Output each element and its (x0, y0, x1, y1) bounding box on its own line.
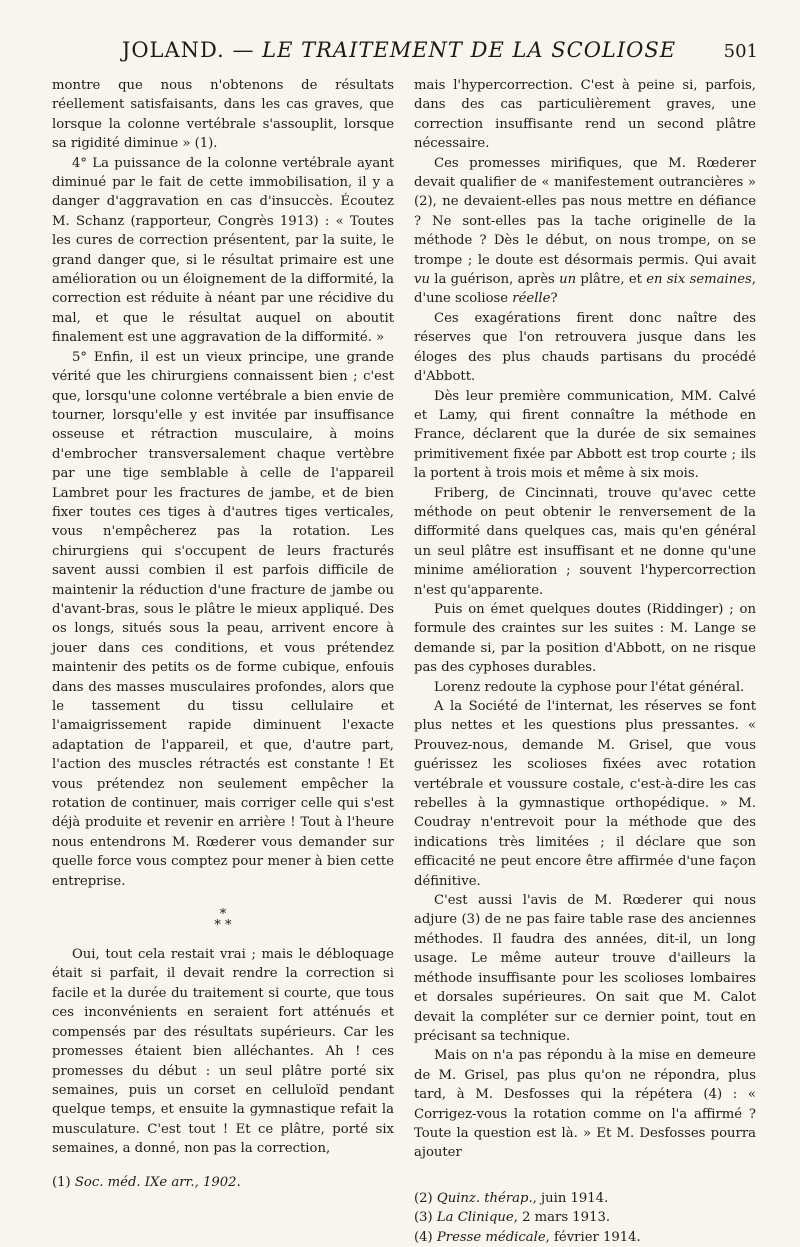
footnote-number: (3) (414, 1210, 433, 1226)
paragraph: Dès leur première communication, MM. Calvé et Lamy, qui firent connaître la méthode en France, déclarent que la durée de six semaines primitivement fixée par Abbott est trop courte ; ils la portent à trois mois et même à six mois. (414, 388, 756, 482)
footnote-source: La Clinique (436, 1210, 514, 1226)
asterism-top: * (219, 907, 227, 923)
asterism-bottom: * * (214, 918, 232, 934)
paragraph: mais l'hypercorrection. C'est à peine si, parfois, dans des cas particulièrement graves, une correction insuffisante rend un second plâtre nécessaire. (414, 78, 756, 152)
paragraph: C'est aussi l'avis de M. Rœderer qui nous adjure (3) de ne pas faire table rase des anciennes méthodes. Il faudra des années, dit-il, un long usage. Le même auteur trouve d'ailleurs la méthode insuffisante pour les scolioses lombaires et dorsales supérieures. On sait que M. Calot devait la compléter sur ce dernier point, tout en précisant sa technique. (414, 893, 756, 1044)
footnotes-right (414, 1189, 756, 1247)
paragraph: Lorenz redoute la cyphose pour l'état général. (434, 679, 745, 695)
running-title (40, 38, 758, 62)
text-run: plâtre, et (576, 272, 647, 288)
paragraph (414, 154, 756, 309)
footnote-number: (4) (414, 1229, 433, 1245)
paragraph: Mais on n'a pas répondu à la mise en demeure de M. Grisel, pas plus qu'on ne répondra, plus tard, à M. Desfosses qui la répétera (4) : « Corrigez-vous la rotation comme on l'a affirmé ? Toute la question est là. » Et M. Desfosses pourra ajouter (414, 1048, 756, 1161)
emphasis-six-semaines: en six semaines (646, 272, 752, 288)
right-column (414, 76, 756, 1247)
paragraph: Puis on émet quelques doutes (Riddinger) ; on formule des craintes sur les suites : M. Lange se demande si, par la position d'Abbott, on ne risque pas des cyphoses durables. (414, 601, 756, 676)
text-run: ? (550, 291, 558, 307)
paragraph: 4° La puissance de la colonne vertébrale ayant diminué par le fait de cette immobilisation, il y a danger d'aggravation en cas d'insuccès. Écoutez M. Schanz (rapporteur, Congrès 1913) : « Toutes les cures de correction présentent, par la suite, le grand danger que, si le résultat primaire est une amélioration ou un éloignement de la difformité, la correction est réduite à néant par une récidive du mal, et que le résultat auquel on aboutit finalement est une aggravation de la difformité. » (52, 155, 394, 346)
running-header (40, 38, 758, 72)
footnote (414, 1228, 756, 1247)
paragraph: Oui, tout cela restait vrai ; mais le débloquage était si parfait, il devait rendre la correction si facile et la durée du traitement si courte, que tous ces inconvénients en seraient fort atténués et compensés par des résultats supérieurs. Car les promesses étaient bien alléchantes. Ah ! ces promesses du début : un seul plâtre porté six semaines, puis un corset en celluloïd pendant quelque temps, et ensuite la gymnastique refait la musculature. C'est tout ! Et ce plâtre, porté six semaines, a donné, non pas la correction, (52, 947, 394, 1157)
footnotes-left (52, 1173, 394, 1192)
footnote-number: (1) (52, 1174, 71, 1190)
paragraph: Friberg, de Cincinnati, trouve qu'avec cette méthode on peut obtenir le renversement de la difformité dans quelques cas, mais qu'en général un seul plâtre est insuffisant et ne donne qu'une minime amélioration ; souvent l'hypercorrection n'est qu'apparente. (414, 485, 756, 598)
paragraph: A la Société de l'internat, les réserves se font plus nettes et les questions plus pressantes. « Prouvez-nous, demande M. Grisel, que vous guérissez les scolioses fixées avec rotation vertébrale et voussure costale, c'est-à-dire les cas rebelles à la gymnastique orthopédique. » M. Coudray n'entrevoit pour la méthode que des indications très limitées ; il déclare que son efficacité ne peut encore être affirmée d'une façon définitive. (414, 699, 756, 889)
paragraph: Ces exagérations firent donc naître des réserves que l'on retrouvera jusque dans les éloges des plus chauds partisans du procédé d'Abbott. (414, 310, 756, 385)
header-author: JOLAND. — (121, 38, 255, 62)
emphasis-vu: vu (414, 272, 430, 288)
footnote (414, 1208, 756, 1227)
paragraph: montre que nous n'obtenons de résultats réellement satisfaisants, dans les cas graves, que lorsque la colonne vertébrale s'assouplit, lorsque sa rigidité diminue » (1). (52, 78, 394, 152)
text-run: la guérison, après (429, 272, 560, 288)
text-run: Ces promesses mirifiques, que M. Rœderer devait qualifier de « manifestement outrancières » (2), ne devaient-elles pas nous mettre en défiance ? Ne sont-elles pas la tache originelle de la méthode ? Dès le début, on nous trompe, on se trompe ; le doute est désormais permis. Qui avait (414, 155, 756, 268)
footnote (52, 1173, 394, 1192)
header-title: LE TRAITEMENT DE LA SCOLIOSE (262, 38, 677, 62)
emphasis-un: un (559, 272, 577, 288)
footnote-source: Presse médicale (436, 1229, 546, 1245)
footnote-source: Quinz. thérap. (436, 1190, 533, 1206)
footnote (414, 1189, 756, 1208)
paragraph: 5° Enfin, il est un vieux principe, une grande vérité que les chirurgiens connaissent bien ; c'est que, lorsqu'une colonne vertébrale a bien envie de tourner, lorsqu'elle y est invitée par insuffisance osseuse et rétraction musculaire, à moins d'embrocher transversalement chaque vertèbre par une tige semblable à celle de l'appareil Lambret pour les fractures de jambe, et de bien fixer toutes ces tiges à d'autres tiges verticales, vous n'empêcherez pas la rotation. Les chirurgiens qui s'occupent de leurs fracturés savent aussi combien il est parfois difficile de maintenir la réduction d'une fracture de jambe ou d'avant-bras, sous le plâtre le mieux appliqué. Des os longs, situés sous la peau, arrivent encore à jouer dans ces conditions, et vous prétendez maintenir des petits os de forme cubique, enfouis dans des masses musculaires profondes, alors que le tassement du tissu cellulaire et l'amaigrissement rapide diminuent l'exacte adaptation de l'appareil, et que, d'autre part, l'action des muscles rétractés est constante ! Et vous prétendez non seulement empêcher la rotation de continuer, mais corriger celle qui s'est déjà produite et revenir en arrière ! Tout à l'heure nous entendrons M. Rœderer vous demander sur quelle force vous comptez pour mener à bien cette entreprise. (52, 349, 394, 889)
section-asterism (52, 907, 394, 934)
left-column (52, 76, 394, 1192)
footnote-date: , juin 1914. (532, 1190, 609, 1206)
footnote-date: , 2 mars 1913. (513, 1210, 611, 1226)
footnote-source: Soc. méd. IXe arr., 1902. (74, 1174, 241, 1190)
emphasis-reelle: réelle (512, 291, 551, 307)
page-number: 501 (723, 41, 758, 62)
footnote-date: , février 1914. (545, 1229, 641, 1245)
footnote-number: (2) (414, 1190, 433, 1206)
text-run: , d'une scoliose (414, 272, 756, 307)
